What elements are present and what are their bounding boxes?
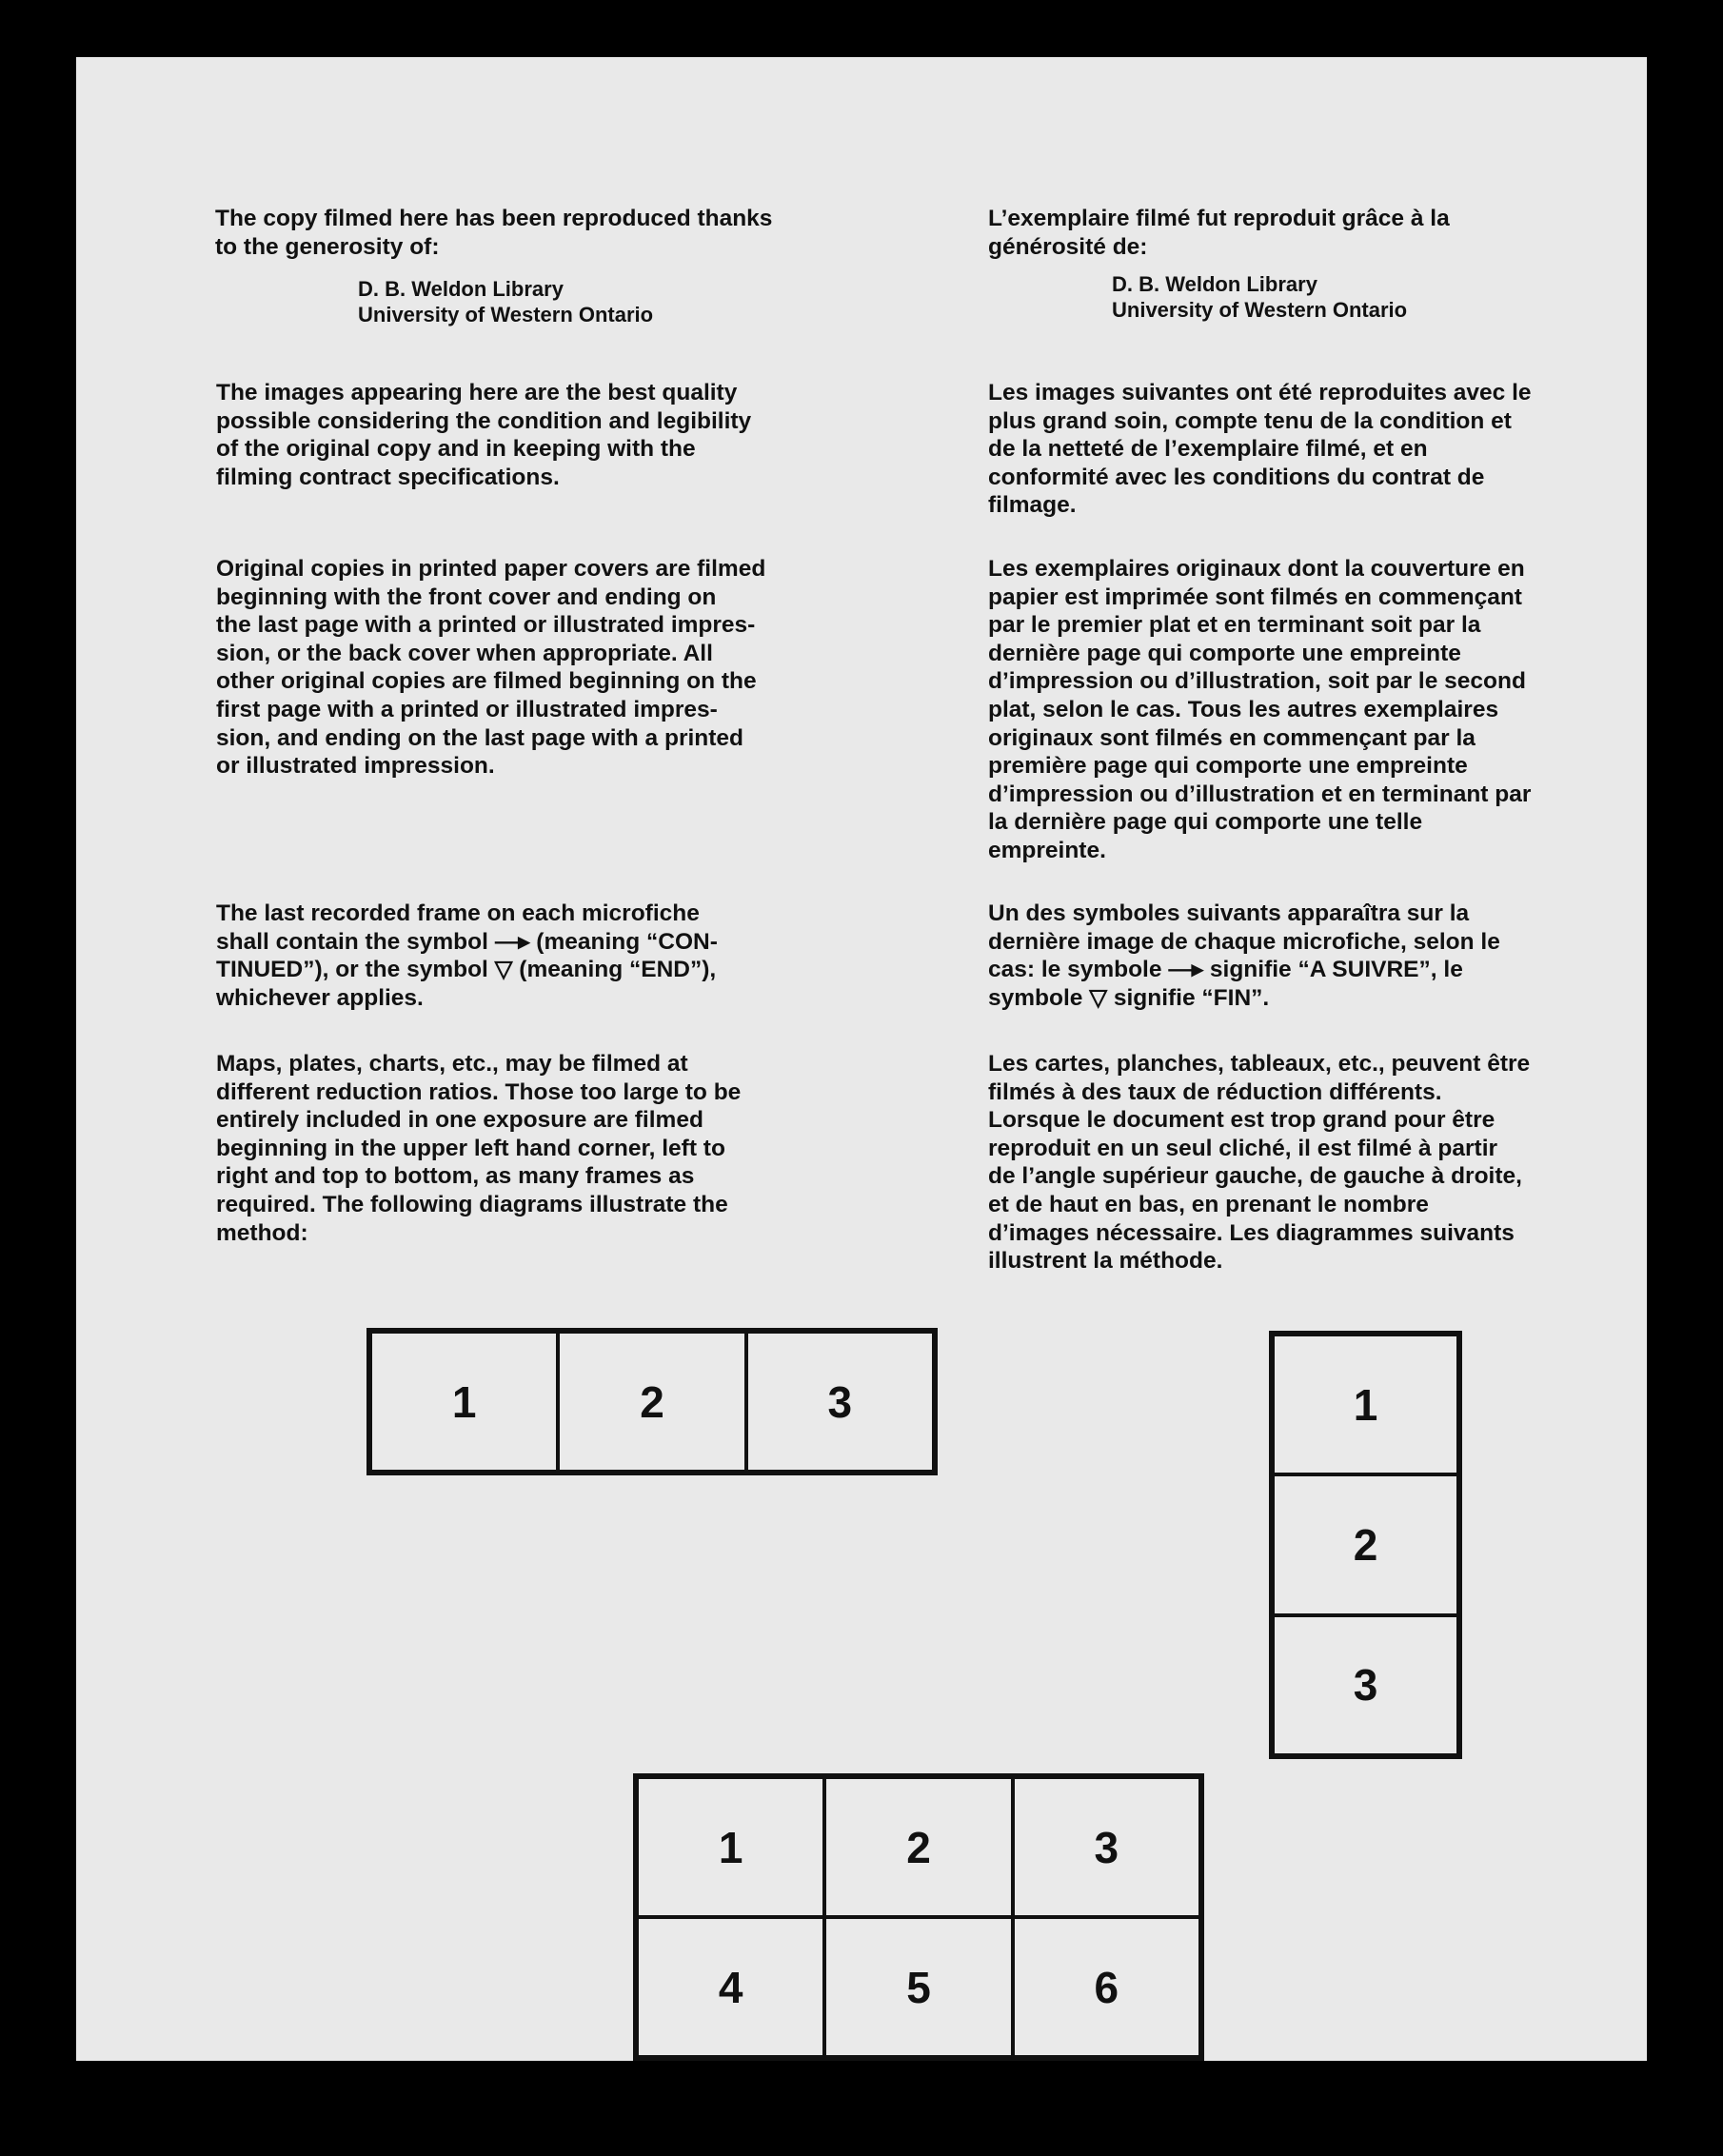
text-line: the last page with a printed or illustrated impres- [216, 612, 756, 639]
text-line: d’images nécessaire. Les diagrammes suivants [988, 1219, 1515, 1246]
library-university: University of Western Ontario [1112, 298, 1408, 322]
text-line: sion, or the back cover when appropriate. All [216, 640, 713, 666]
text-line: The copy filmed here has been reproduced thanks [215, 206, 773, 231]
text-line: Maps, plates, charts, etc., may be filmed at [216, 1051, 688, 1077]
text-line: The images appearing here are the best quality [216, 380, 738, 405]
english-covers-paragraph [216, 555, 765, 781]
text-line: of the original copy and in keeping with the [216, 436, 696, 463]
text-line: right and top to bottom, as many frames as [216, 1163, 695, 1190]
text-line: Un des symboles suivants apparaîtra sur la [988, 900, 1470, 926]
library-university: University of Western Ontario [358, 303, 654, 326]
frame-cell: 6 [1013, 1917, 1200, 2057]
english-maps-paragraph [216, 1050, 741, 1247]
text-line: symbole ▽ signifie “FIN”. [988, 984, 1270, 1011]
text-line: et de haut en bas, en prenant le nombre [988, 1191, 1429, 1217]
english-quality-paragraph [216, 379, 751, 491]
text-line: illustrent la méthode. [988, 1248, 1223, 1275]
english-intro [215, 205, 772, 261]
text-line: dernière image de chaque microfiche, selon le [988, 928, 1500, 955]
text-line: shall contain the symbol —▸ (meaning “CON- [216, 928, 718, 955]
text-line: or illustrated impression. [216, 753, 495, 780]
text-line: originaux sont filmés en commençant par la [988, 724, 1475, 751]
frame-cell: 3 [1013, 1777, 1200, 1917]
library-name: D. B. Weldon Library [1112, 272, 1317, 296]
text-line: whichever applies. [216, 984, 424, 1011]
frame-cell: 2 [824, 1777, 1012, 1917]
text-line: papier est imprimée sont filmés en commençant [988, 584, 1522, 610]
text-line: la dernière page qui comporte une telle [988, 809, 1423, 836]
english-library-credit [358, 276, 653, 327]
text-line: filmés à des taux de réduction différents. [988, 1078, 1442, 1105]
text-line: other original copies are filmed beginning on the [216, 668, 757, 695]
frame-cell: 3 [746, 1332, 934, 1472]
english-symbols-paragraph [216, 900, 718, 1012]
text-line: générosité de: [988, 233, 1148, 260]
text-line: première page qui comporte une empreinte [988, 753, 1468, 780]
french-quality-paragraph [988, 379, 1532, 520]
frame-cell: 4 [637, 1917, 824, 2057]
text-line: Les images suivantes ont été reproduites avec le [988, 380, 1532, 405]
text-line: beginning with the front cover and ending on [216, 584, 717, 610]
frame-cell: 3 [1273, 1615, 1458, 1755]
text-line: TINUED”), or the symbol ▽ (meaning “END”), [216, 957, 717, 983]
text-line: reproduit en un seul cliché, il est filmé à partir [988, 1135, 1498, 1161]
french-covers-paragraph [988, 555, 1531, 865]
text-line: Original copies in printed paper covers are filmed [216, 556, 766, 582]
text-line: empreinte. [988, 837, 1106, 863]
frame-cell: 2 [1273, 1474, 1458, 1614]
text-line: par le premier plat et en terminant soit par la [988, 612, 1481, 639]
text-line: first page with a printed or illustrated impres- [216, 696, 718, 722]
text-line: method: [216, 1219, 308, 1246]
text-line: Les cartes, planches, tableaux, etc., peuvent être [988, 1051, 1531, 1077]
french-symbols-paragraph [988, 900, 1500, 1012]
text-line: d’impression ou d’illustration et en terminant par [988, 781, 1532, 807]
french-intro [988, 205, 1450, 261]
grid-frames-diagram [633, 1773, 1204, 2061]
text-line: different reduction ratios. Those too large to be [216, 1078, 742, 1105]
frame-cell: 1 [637, 1777, 824, 1917]
row-frames-diagram [366, 1328, 938, 1475]
text-line: conformité avec les conditions du contrat de [988, 464, 1485, 490]
column-frames-diagram [1269, 1331, 1462, 1759]
text-line: de la netteté de l’exemplaire filmé, et en [988, 436, 1428, 463]
frame-cell: 5 [824, 1917, 1012, 2057]
text-line: d’impression ou d’illustration, soit par le second [988, 668, 1526, 695]
text-line: possible considering the condition and legibility [216, 407, 752, 434]
text-line: plat, selon le cas. Tous les autres exemplaires [988, 696, 1499, 722]
text-line: required. The following diagrams illustrate the [216, 1191, 728, 1217]
library-name: D. B. Weldon Library [358, 277, 564, 301]
french-maps-paragraph [988, 1050, 1530, 1276]
frame-cell: 2 [558, 1332, 745, 1472]
frame-cell: 1 [1273, 1335, 1458, 1474]
paper-sheet [76, 57, 1647, 2061]
text-line: The last recorded frame on each microfiche [216, 900, 700, 926]
text-line: filmage. [988, 492, 1077, 519]
text-line: filming contract specifications. [216, 464, 560, 490]
text-line: entirely included in one exposure are filmed [216, 1107, 703, 1134]
text-line: to the generosity of: [215, 233, 440, 260]
text-line: cas: le symbole —▸ signifie “A SUIVRE”, le [988, 957, 1463, 983]
text-line: sion, and ending on the last page with a printed [216, 724, 744, 751]
text-line: beginning in the upper left hand corner, left to [216, 1135, 725, 1161]
text-line: Lorsque le document est trop grand pour être [988, 1107, 1495, 1134]
text-line: L’exemplaire filmé fut reproduit grâce à la [988, 206, 1450, 231]
text-line: plus grand soin, compte tenu de la condition et [988, 407, 1512, 434]
text-line: dernière page qui comporte une empreinte [988, 640, 1461, 666]
text-line: de l’angle supérieur gauche, de gauche à droite, [988, 1163, 1522, 1190]
french-library-credit [1112, 271, 1407, 323]
frame-cell: 1 [370, 1332, 558, 1472]
text-line: Les exemplaires originaux dont la couverture en [988, 556, 1525, 582]
